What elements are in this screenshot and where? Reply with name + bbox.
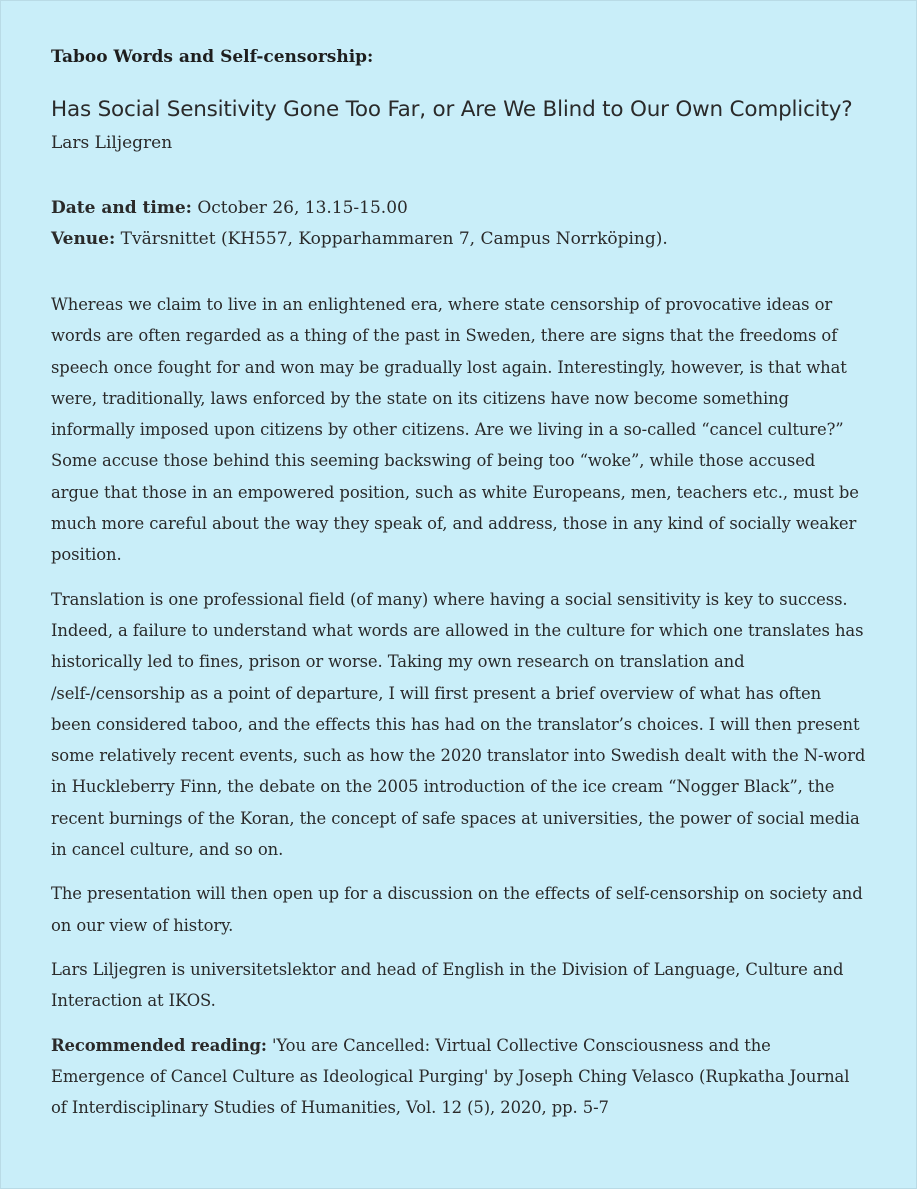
date-time-line [51,193,866,224]
abstract-paragraph: Translation is one professional field (of many) where having a social sensitivity is key to success. Indeed, a failure to understand what words are allowed in the culture for which one translates has historically led to fines, prison or worse. Taking my own research on translation and /self-/censorship as a point of departure, I will first present a brief overview of what has often been considered taboo, and the effects this has had on the translator’s choices. I will then present some relatively recent events, such as how the 2020 translator into Swedish dealt with the N-word in Huckleberry Finn, the debate on the 2005 introduction of the ice cream “Nogger Black”, the recent burnings of the Koran, the concept of safe spaces at universities, the power of social media in cancel culture, and so on. [51,589,866,860]
event-content [51,43,866,1136]
event-details [51,193,866,255]
recommended-reading-label: Recommended reading: [51,1035,267,1055]
abstract [51,289,866,1123]
venue-value: Tvärsnittet (KH557, Kopparhammaren 7, Campus Norrköping). [120,229,668,249]
date-time-value: October 26, 13.15-15.00 [197,198,408,218]
speaker-bio: Lars Liljegren is universitetslektor and head of English in the Division of Language, Culture and Interaction at IKOS. [51,959,844,1011]
venue-label: Venue: [51,229,116,249]
abstract-paragraph: The presentation will then open up for a discussion on the effects of self-censorship on society and on our view of history. [51,884,863,935]
date-time-label: Date and time: [51,198,192,218]
recommended-reading-text: 'You are Cancelled: Virtual Collective Consciousness and the Emergence of Cancel Culture as Ideological Purging' by Joseph Ching Velasco (Rupkatha Journal of Interdisciplinary Studies of Humanities, Vol. 12 (5), 2020, pp. 5-7 [51,1035,850,1118]
talk-title: Has Social Sensitivity Gone Too Far, or Are We Blind to Our Own Complicity? [51,97,853,122]
speaker-name: Lars Liljegren [51,133,173,153]
venue-line [51,224,866,255]
abstract-paragraph: Whereas we claim to live in an enlightened era, where state censorship of provocative ideas or words are often regarded as a thing of the past in Sweden, there are signs that the freedoms of speech once fought for and won may be gradually lost again. Interestingly, however, is that what were, traditionally, laws enforced by the state on its citizens have now become something informally imposed upon citizens by other citizens. Are we living in a so-called “cancel culture?” Some accuse those behind this seeming backswing of being too “woke”, while those accused argue that those in an empowered position, such as white Europeans, men, teachers etc., must be much more careful about the way they speak of, and address, those in any kind of socially weaker position. [51,295,859,565]
recommended-reading [51,1030,866,1124]
series-title: Taboo Words and Self-censorship: [51,47,374,67]
